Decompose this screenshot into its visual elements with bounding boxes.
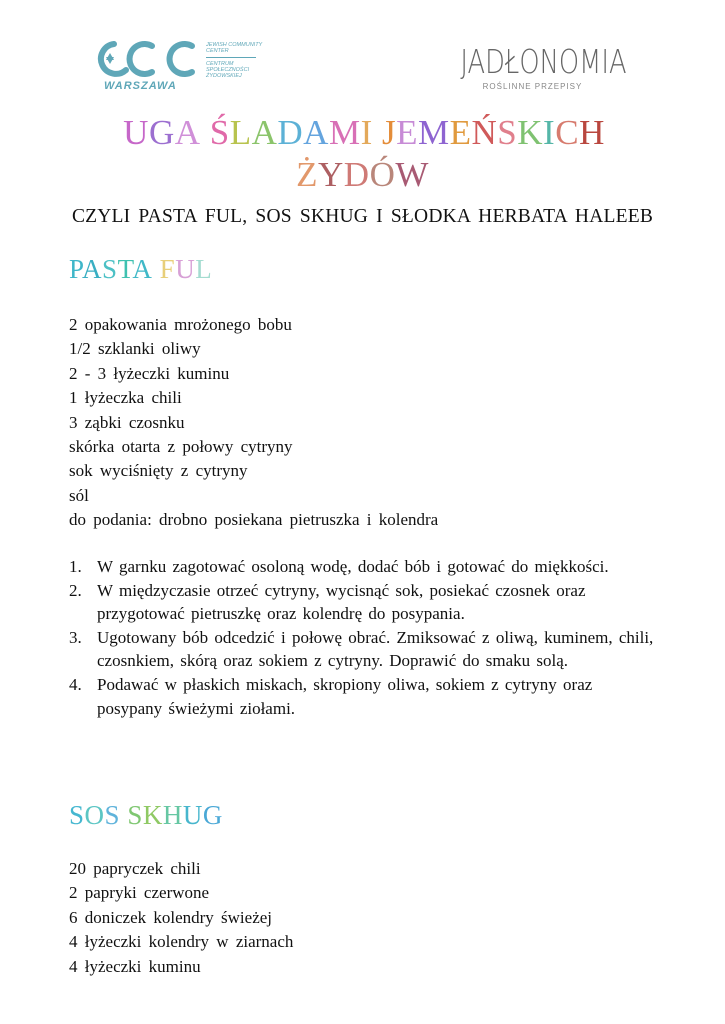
step-text: Ugotowany bób odcedzić i połowę obrać. Zmiksować z oliwą, kuminem, chili, czosnkiem, skórą oraz sokiem z cytryny. Doprawić do smaku solą. xyxy=(97,627,654,671)
page-title xyxy=(0,112,725,196)
title-letter: G xyxy=(148,113,175,152)
ingredient-item: skórka otarta z połowy cytryny xyxy=(69,437,293,457)
step-number: 4. xyxy=(69,674,82,694)
title-letter: C xyxy=(555,113,580,152)
title-letter: M xyxy=(418,113,450,152)
ingredient-item: 20 papryczek chili xyxy=(69,859,201,878)
ingredient-item: 2 - 3 łyżeczki kuminu xyxy=(69,363,230,383)
ingredient-item: do podania: drobno posiekana pietruszka i kolendra xyxy=(69,510,439,530)
title-letter: U xyxy=(182,800,203,830)
ingredient-item: sok wyciśnięty z cytryny xyxy=(69,461,248,481)
title-letter: S xyxy=(69,800,85,830)
title-letter: D xyxy=(277,113,304,152)
title-letter: S xyxy=(497,113,518,152)
title-letter: H xyxy=(579,113,605,152)
title-letter: Ż xyxy=(296,155,318,194)
step-number: 2. xyxy=(69,580,82,600)
title-letter: O xyxy=(84,800,105,830)
ingredient-item: 3 ząbki czosnku xyxy=(69,412,185,432)
sos-skhug-heading xyxy=(69,800,223,831)
title-letter: Ń xyxy=(471,113,498,152)
title-letter: S xyxy=(104,800,121,830)
page-subtitle: CZYLI PASTA FUL, SOS SKHUG I SŁODKA HERBATA HALEEB xyxy=(71,206,654,227)
jadlonomia-tagline: ROŚLINNE PRZEPISY xyxy=(482,82,583,91)
jcc-divider xyxy=(206,57,256,58)
step-item xyxy=(69,555,659,579)
title-line-1 xyxy=(0,112,725,154)
ingredient-item: sól xyxy=(69,485,89,505)
title-letter: Ś xyxy=(209,113,230,152)
jcc-side-text xyxy=(206,42,264,79)
title-letter: S xyxy=(102,254,118,284)
step-text: Podawać w płaskich miskach, skropiony oliwa, sokiem z cytryny oraz posypany świeżymi ziołami. xyxy=(97,674,593,718)
title-letter: U xyxy=(175,254,196,284)
title-letter: I xyxy=(360,113,373,152)
title-letter xyxy=(201,113,210,152)
title-letter: Y xyxy=(318,155,344,194)
pasta-ful-steps xyxy=(69,555,659,720)
title-letter: E xyxy=(396,113,418,152)
ingredient-item: 6 doniczek kolendry świeżej xyxy=(69,907,273,927)
jcc-logo-mark-icon xyxy=(92,40,202,80)
title-letter: I xyxy=(543,113,556,152)
jadlonomia-name: JADŁONOMIA xyxy=(460,42,627,81)
title-letter: A xyxy=(82,254,103,284)
title-letter: F xyxy=(159,254,176,284)
ingredient-item: 2 opakowania mrożonego bobu xyxy=(69,315,292,334)
step-number: 3. xyxy=(69,627,82,647)
title-letter: K xyxy=(517,113,544,152)
sos-skhug-ingredients xyxy=(69,857,293,979)
title-letter: L xyxy=(229,113,252,152)
step-item xyxy=(69,579,659,626)
title-letter xyxy=(152,254,159,284)
ingredient-item: 4 łyżeczki kolendry w ziarnach xyxy=(69,932,294,952)
title-letter: M xyxy=(328,113,361,152)
jcc-side-bottom: CENTRUM SPOŁECZNOŚCI ŻYDOWSKIEJ xyxy=(206,61,250,79)
ingredient-item: 2 papryki czerwone xyxy=(69,883,210,903)
title-letter: A xyxy=(303,113,329,152)
title-letter: L xyxy=(195,254,213,284)
title-letter: S xyxy=(127,800,143,830)
jcc-logo xyxy=(92,40,262,102)
title-letter: D xyxy=(343,155,370,194)
title-letter: P xyxy=(69,254,83,284)
title-letter: G xyxy=(202,800,223,830)
ingredient-item: 4 łyżeczki kuminu xyxy=(69,956,201,976)
step-item xyxy=(69,626,659,673)
title-letter: A xyxy=(132,254,153,284)
title-letter: J xyxy=(381,113,397,152)
title-letter: Ó xyxy=(369,155,396,194)
title-letter: U xyxy=(123,113,149,152)
jadlonomia-logo xyxy=(440,44,625,100)
step-text: W garnku zagotować osoloną wodę, dodać bób i gotować do miękkości. xyxy=(97,557,609,576)
title-letter: T xyxy=(117,254,133,284)
pasta-ful-heading xyxy=(69,254,212,285)
step-text: W międzyczasie otrzeć cytryny, wycisnąć sok, posiekać czosnek oraz przygotować pietruszkę oraz kolendrę do posypania. xyxy=(97,580,586,624)
jcc-city-label: WARSZAWA xyxy=(104,80,177,92)
title-letter: H xyxy=(162,800,183,830)
ingredient-item: 1 łyżeczka chili xyxy=(69,388,182,408)
step-number: 1. xyxy=(69,557,82,576)
title-letter: W xyxy=(395,155,429,194)
title-letter: K xyxy=(142,800,163,830)
step-item xyxy=(69,673,659,720)
title-letter: A xyxy=(174,113,201,152)
title-line-2 xyxy=(0,154,725,196)
title-letter xyxy=(373,113,382,152)
title-letter: A xyxy=(251,113,278,152)
ingredient-item: 1/2 szklanki oliwy xyxy=(69,339,201,359)
jcc-side-top: JEWISH COMMUNITY CENTER xyxy=(206,42,263,54)
pasta-ful-ingredients xyxy=(69,313,438,533)
title-letter: E xyxy=(449,113,472,152)
